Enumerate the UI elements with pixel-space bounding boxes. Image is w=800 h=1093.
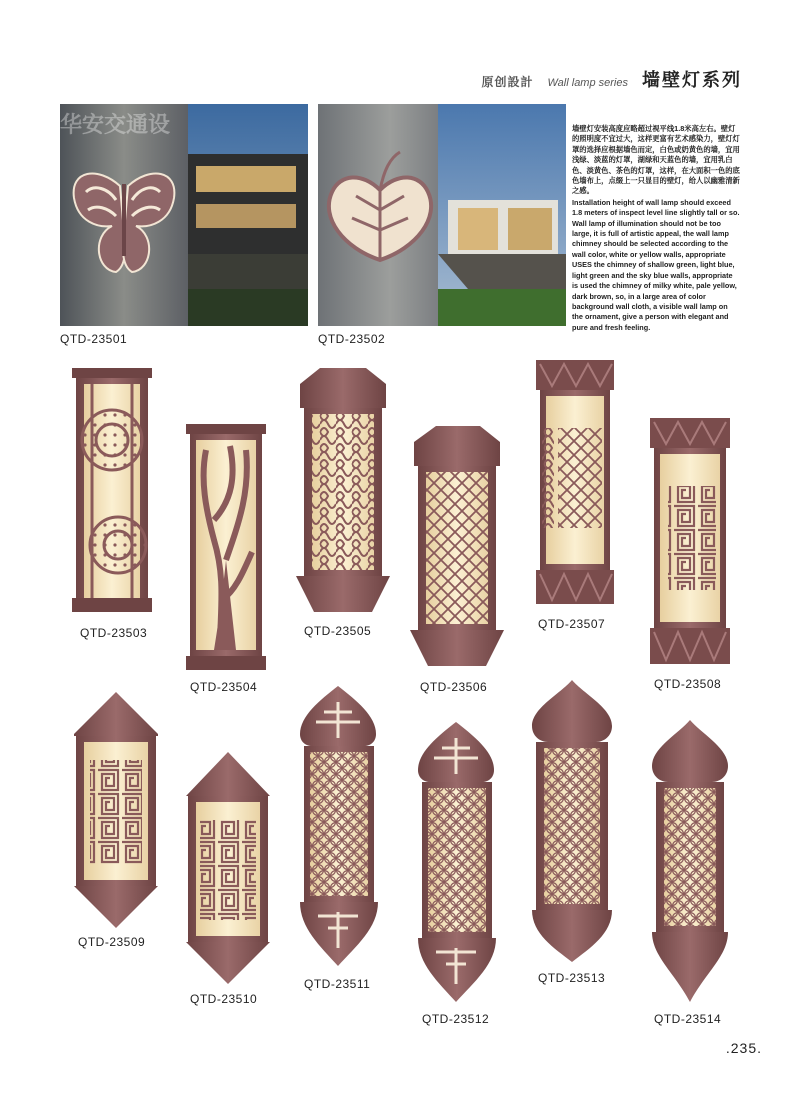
description-cn: 墙壁灯安装高度应略超过视平线1.8米高左右。壁灯的照明度不宜过大，这样更富有艺术感染力，壁灯灯罩的选择应根据墙色而定，白色或奶黄色的墙，宜用浅绿、淡蓝的灯罩，湖绿和天蓝色的墙，宜用乳白色、淡黄色、茶色的灯罩，这样，在大面积一色的底色墙布上，点缀上一只显目的壁灯，给人以幽雅清新之感。 [572,124,740,196]
lamp-qtd-23513 [532,680,612,962]
lamp-qtd-23508 [650,418,730,664]
watermark-text: 华安交通设 [60,113,171,138]
code-qtd-23502: QTD-23502 [318,332,386,346]
page-number: .235. [725,1040,762,1056]
code-qtd-23505: QTD-23505 [304,624,372,638]
code-qtd-23511: QTD-23511 [304,977,371,991]
code-qtd-23514: QTD-23514 [654,1012,722,1026]
code-qtd-23508: QTD-23508 [654,677,722,691]
lamp-qtd-23505 [296,368,390,612]
lamp-qtd-23504 [186,424,266,670]
lamp-qtd-23514 [652,720,728,1002]
lamp-qtd-23507 [536,360,614,604]
code-qtd-23503: QTD-23503 [80,626,148,640]
code-qtd-23506: QTD-23506 [420,680,488,694]
code-qtd-23509: QTD-23509 [78,935,146,949]
description-en: Installation height of wall lamp should exceed 1.8 meters of inspect level line slightly tall or so. Wall lamp of illumination should not be too large, it is full of artistic appeal, the wall lamp chimney should be selected according to the wall color, white or yellow walls, appropriate USES the chimney of shallow green, light blue, light green and the sky blue walls, appropriate is used the chimney of milky white, pale yellow, dark brown, so, in a large area of color background wall cloth, a visible wall lamp on the ornament, give a person with elegant and pure and fresh feeling. [572,197,740,332]
lamp-qtd-23509 [74,692,158,928]
lamp-qtd-23503 [72,368,152,612]
code-qtd-23507: QTD-23507 [538,617,606,631]
code-qtd-23510: QTD-23510 [190,992,258,1006]
header-series-cn: 墙壁灯系列 [642,70,742,90]
lamp-qtd-23510 [186,752,270,984]
code-qtd-23504: QTD-23504 [190,680,258,694]
header-original-design: 原创設計 [481,75,534,89]
lamp-qtd-23506 [410,426,504,666]
header-series-en: Wall lamp series [547,77,628,89]
lamp-qtd-23511 [300,686,378,966]
code-qtd-23501: QTD-23501 [60,332,128,346]
code-qtd-23512: QTD-23512 [422,1012,490,1026]
code-qtd-23513: QTD-23513 [538,971,606,985]
lamp-qtd-23512 [418,722,496,1002]
